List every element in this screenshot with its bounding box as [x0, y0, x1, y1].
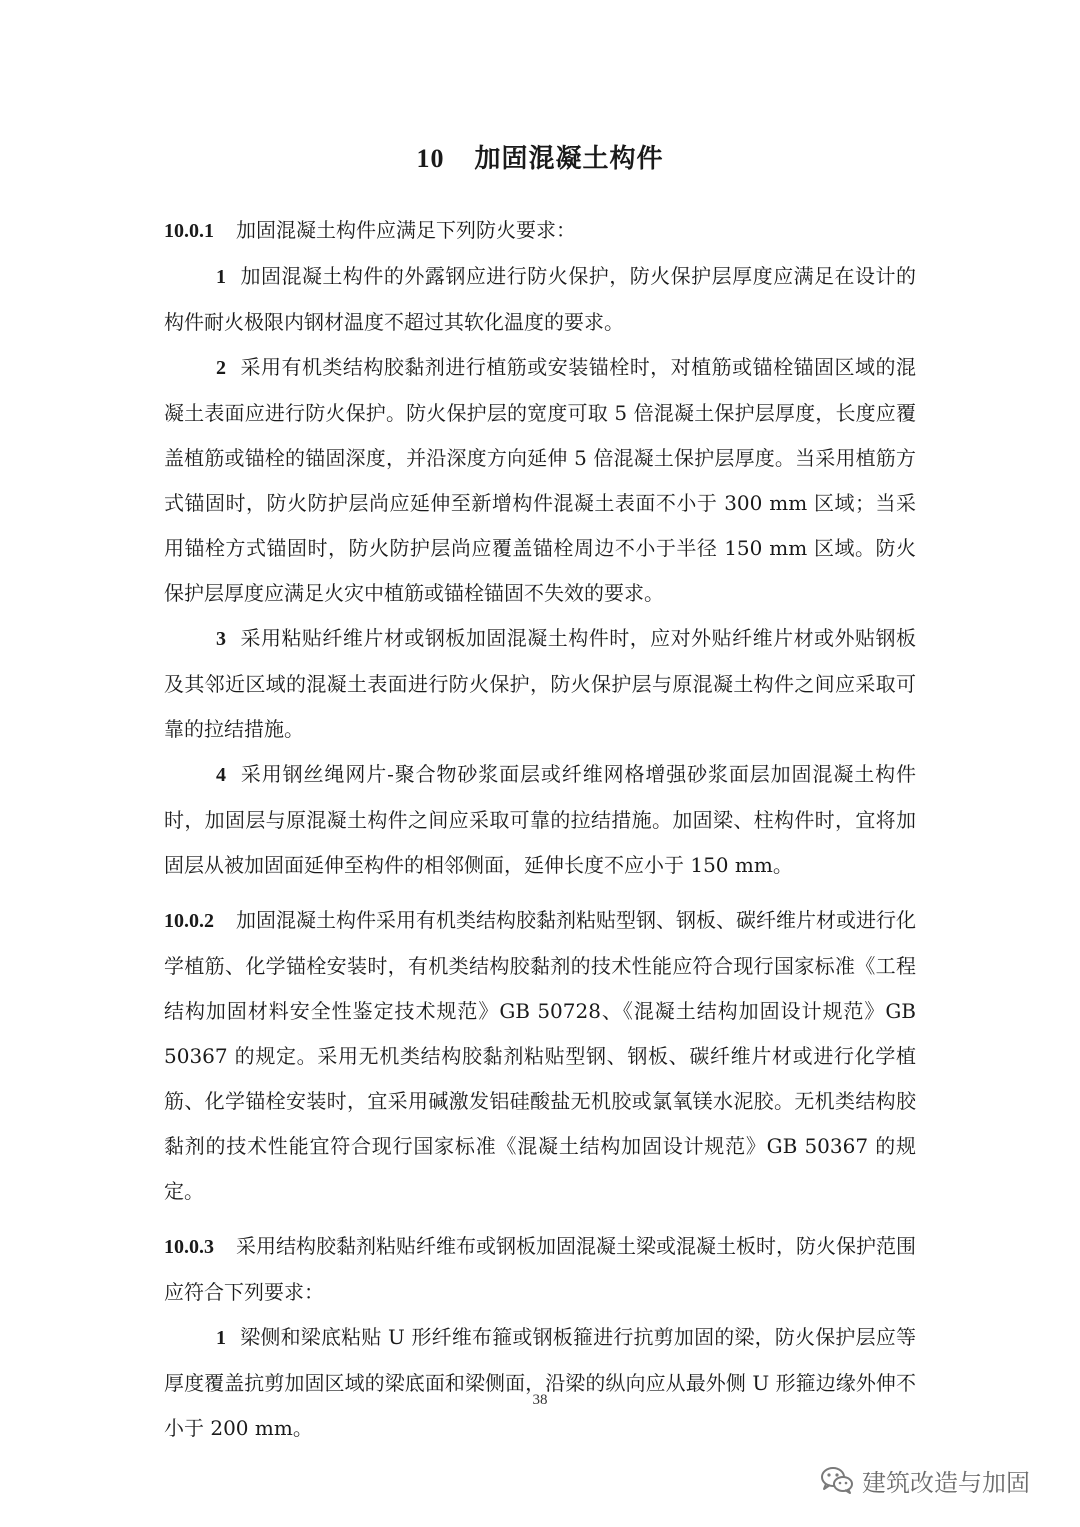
watermark-text: 建筑改造与加固 [862, 1468, 1030, 1497]
clause-number: 10.0.2 [164, 910, 214, 932]
clause-item [164, 345, 916, 616]
item-number: 1 [216, 1327, 226, 1349]
clause-10-0-1 [164, 208, 916, 254]
clause-item [164, 1315, 916, 1451]
clause-number: 10.0.3 [164, 1236, 214, 1258]
page-number: 38 [532, 1392, 548, 1408]
clause-text: 采用结构胶黏剂粘贴纤维布或钢板加固混凝土梁或混凝土板时，防火保护范围应符合下列要求： [164, 1234, 916, 1304]
item-text: 采用有机类结构胶黏剂进行植筋或安装锚栓时，对植筋或锚栓锚固区域的混凝土表面应进行防火保护。防火保护层的宽度可取 5 倍混凝土保护层厚度，长度应覆盖植筋或锚栓的锚固深度，并沿深度方向延伸 5 倍混凝土保护层厚度。当采用植筋方式锚固时，防火防护层尚应延伸至新增构件混凝土表面不小于 300 mm 区域；当采用锚栓方式锚固时，防火防护层尚应覆盖锚栓周边不小于半径 150 mm 区域。防火保护层厚度应满足火灾中植筋或锚栓锚固不失效的要求。 [164, 355, 916, 605]
watermark [820, 1460, 1030, 1500]
item-number: 1 [216, 266, 226, 288]
chapter-title-text: 加固混凝土构件 [474, 144, 664, 174]
item-text: 梁侧和梁底粘贴 U 形纤维布箍或钢板箍进行抗剪加固的梁，防火保护层应等厚度覆盖抗剪加固区域的梁底面和梁侧面，沿梁的纵向应从最外侧 U 形箍边缘外伸不小于 200 mm。 [164, 1325, 916, 1440]
clause-item [164, 616, 916, 752]
clause-number: 10.0.1 [164, 220, 214, 242]
item-number: 2 [216, 357, 226, 379]
clause-item [164, 254, 916, 345]
chapter-number: 10 [416, 144, 445, 173]
wechat-icon [820, 1465, 854, 1495]
clause-10-0-2 [164, 898, 916, 1214]
item-text: 采用粘贴纤维片材或钢板加固混凝土构件时，应对外贴纤维片材或外贴钢板及其邻近区域的混凝土表面进行防火保护，防火保护层与原混凝土构件之间应采取可靠的拉结措施。 [164, 626, 916, 741]
item-text: 采用钢丝绳网片-聚合物砂浆面层或纤维网格增强砂浆面层加固混凝土构件时，加固层与原混凝土构件之间应采取可靠的拉结措施。加固梁、柱构件时，宜将加固层从被加固面延伸至构件的相邻侧面，延伸长度不应小于 150 mm。 [164, 762, 916, 877]
chapter-title [0, 138, 1080, 175]
clause-text: 加固混凝土构件采用有机类结构胶黏剂粘贴型钢、钢板、碳纤维片材或进行化学植筋、化学锚栓安装时，有机类结构胶黏剂的技术性能应符合现行国家标准《工程结构加固材料安全性鉴定技术规范》GB 50728、《混凝土结构加固设计规范》GB 50367 的规定。采用无机类结构胶黏剂粘贴型钢、钢板、碳纤维片材或进行化学植筋、化学锚栓安装时，宜采用碱激发铝硅酸盐无机胶或氯氧镁水泥胶。无机类结构胶黏剂的技术性能宜符合现行国家标准《混凝土结构加固设计规范》GB 50367 的规定。 [164, 908, 916, 1203]
item-number: 4 [216, 764, 226, 786]
item-number: 3 [216, 628, 226, 650]
clause-10-0-3 [164, 1224, 916, 1315]
item-text: 加固混凝土构件的外露钢应进行防火保护，防火保护层厚度应满足在设计的构件耐火极限内钢材温度不超过其软化温度的要求。 [164, 264, 916, 334]
clause-text: 加固混凝土构件应满足下列防火要求： [236, 218, 576, 242]
clause-item [164, 752, 916, 888]
document-body [164, 208, 916, 1451]
